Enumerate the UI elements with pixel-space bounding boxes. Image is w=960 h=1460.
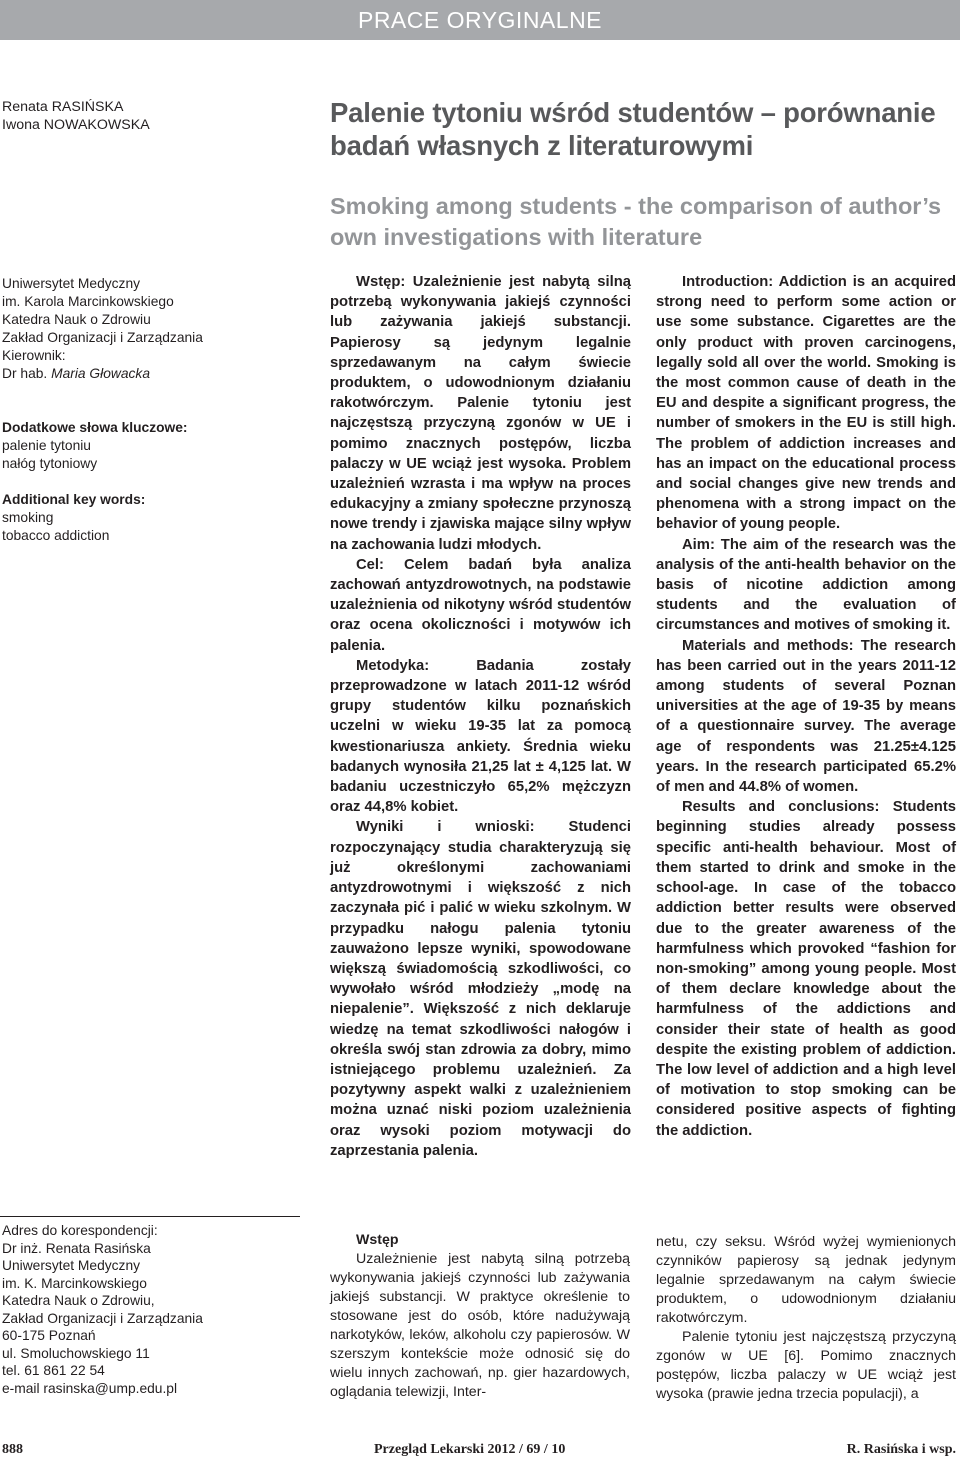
keyword: palenie tytoniu: [2, 438, 91, 453]
author-name: Renata RASIŃSKA: [2, 99, 124, 115]
correspondence-heading: Adres do korespondencji:: [2, 1223, 158, 1238]
author-list: [2, 98, 150, 134]
address-line: tel. 61 861 22 54: [2, 1363, 105, 1378]
subtitle-line: Smoking among students - the comparison of author’s: [330, 193, 942, 219]
abstract-paragraph: Wstęp: Uzależnienie jest nabytą silną potrzebą wykonywania jakiejś czynności lub zażywania jakiejś substancji. Papierosy są jedynym legalnie sprzedawanym na całym świecie produktem, o udowodnionym działaniu rakotwórczym. Palenie tytoniu jest najczęstszą przyczyną zgonów w UE i pomimo znacznych postępów, liczba palaczy w UE wciąż jest wysoka. Problem uzależnień wzrasta i ma wpływ na proces edukacyjny a zmiany społeczne przynoszą nowe trendy i zjawiska mające silny wpływ na zachowania ludzi młodych.: [330, 274, 631, 553]
section-banner: [0, 0, 960, 40]
keyword: tobacco addiction: [2, 528, 110, 543]
divider: [0, 1216, 300, 1217]
author-name: Iwona NOWAKOWSKA: [2, 117, 150, 133]
head-name: Maria Głowacka: [51, 366, 150, 381]
affiliation-line: im. Karola Marcinkowskiego: [2, 294, 174, 309]
title-line: Palenie tytoniu wśród studentów – porównanie: [330, 97, 936, 128]
abstract-english: [656, 272, 956, 1141]
body-paragraph: Palenie tytoniu jest najczęstszą przyczyną zgonów w UE [6]. Pomimo znacznych postępów, liczba palaczy w UE wciąż jest wysoka (prawie jedna trzecia populacji), a: [656, 1329, 956, 1402]
article-title-english: [330, 191, 960, 253]
abstract-paragraph: Aim: The aim of the research was the analysis of the anti-health behavior on the basis of nicotine addiction among students and the evaluation of circumstances and motives of smoking it.: [656, 536, 956, 634]
body-paragraph: netu, czy seksu. Wśród wyżej wymienionych czynników papierosy są jednak jedynym legalnie sprzedawanym na całym świecie produktem, o udowodnionym działaniu rakotwórczym.: [656, 1234, 956, 1326]
section-label: PRACE ORYGINALNE: [357, 6, 603, 33]
email-line: e-mail rasinska@ump.edu.pl: [2, 1380, 178, 1396]
section-heading: Wstęp: [356, 1232, 399, 1248]
keywords-pl-heading: Dodatkowe słowa kluczowe:: [2, 420, 188, 435]
address-line: Uniwersytet Medyczny: [2, 1258, 141, 1273]
address-line: Zakład Organizacji i Zarządzania: [2, 1310, 203, 1326]
body-column-left: [330, 1231, 630, 1402]
affiliation-line: Kierownik:: [2, 348, 66, 363]
page-number: 888: [2, 1442, 23, 1457]
body-paragraph: Uzależnienie jest nabytą silną potrzebą wykonywania jakiejś czynności lub zażywania jakiejś substancji. W praktyce określenie to stosowane jest do osób, które nadużywają narkotyków, leków, alkoholu czy papierosów. W szerszym kontekście może odnosić się do wielu innych zachowań, np. gier hazardowych, oglądania telewizji, Inter-: [330, 1251, 630, 1400]
address-line: Katedra Nauk o Zdrowiu,: [2, 1293, 155, 1308]
affiliation-line: Zakład Organizacji i Zarządzania: [2, 330, 203, 345]
abstract-paragraph: Metodyka: Badania zostały przeprowadzone w latach 2011-12 wśród grupy studentów kilku poznańskich uczelni w wieku 19-35 lat za pomocą kwestionariusza ankiety. Średnia wieku badanych wynosiła 21,25 lat ± 4,125 lat. W badaniu uczestniczyło 65,2% mężczyzn oraz 44,8% kobiet.: [330, 657, 631, 816]
running-author: R. Rasińska i wsp.: [846, 1442, 956, 1457]
affiliation-line: Uniwersytet Medyczny: [2, 276, 141, 291]
abstract-paragraph: Wyniki i wnioski: Studenci rozpoczynający studia charakteryzują się już określonymi zachowaniami antyzdrowotnymi i większość z nich zaczynała pić i palić w wieku szkolnym. W przypadku nałogu palenia tytoniu zauważono lepsze wyniki, spowodowane większą świadomością szkodliwości, co wywołało wśród młodzieży „modę na niepalenie”. Większość z nich deklaruje wiedzę na temat szkodliwości nałogów i określa swój stan zdrowia za dobry, mimo istniejącego problemu uzależnień. Za pozytywny aspekt walki z uzależnieniem można uznać niski poziom uzależnienia oraz wysoki poziom motywacji do zaprzestania palenia.: [330, 819, 631, 1159]
keyword: nałóg tytoniowy: [2, 456, 98, 471]
journal-citation: Przegląd Lekarski 2012 / 69 / 10: [374, 1442, 566, 1457]
subtitle-line: own investigations with literature: [330, 224, 703, 250]
abstract-paragraph: Cel: Celem badań była analiza zachowań antyzdrowotnych, na podstawie uzależnienia od nikotyny wśród studentów oraz ocena okoliczności i motywów ich palenia.: [330, 556, 631, 654]
abstract-paragraph: Introduction: Addiction is an acquired strong need to perform some action or use some substance. Cigarettes are the only product with proven carcinogens, legally sold all over the world. Smoking is the most common cause of death in the EU and despite a significant progress, the number of smokers in the EU is still high. The problem of addiction increases and has an impact on the educational process and social changes give new trends and phenomena with a strong impact on the behavior of young people.: [656, 274, 956, 533]
department-head: [2, 365, 320, 383]
address-line: im. K. Marcinkowskiego: [2, 1275, 147, 1291]
address-line: Dr inż. Renata Rasińska: [2, 1240, 151, 1256]
sidebar-info: [2, 275, 320, 545]
address-line: 60-175 Poznań: [2, 1328, 96, 1343]
abstract-polish: [330, 272, 631, 1161]
article-title: [330, 96, 958, 162]
keywords-en-heading: Additional key words:: [2, 492, 146, 507]
correspondence-address: [2, 1222, 320, 1397]
keyword: smoking: [2, 510, 54, 525]
head-title: Dr hab.: [2, 366, 52, 381]
address-line: ul. Smoluchowskiego 11: [2, 1345, 150, 1361]
affiliation-line: Katedra Nauk o Zdrowiu: [2, 312, 151, 327]
abstract-paragraph: Materials and methods: The research has been carried out in the years 2011-12 among students of several Poznan universities at the age of 19-35 by means of a questionnaire survey. The average age of respondents was 21.25±4.125 years. In the research participated 65.2% of men and 44.8% of women.: [656, 637, 956, 796]
abstract-paragraph: Results and conclusions: Students beginning studies already possess specific anti-health behaviour. Most of them started to drink and smoke in the school-age. In case of the tobacco addiction better results were observed due to the greater awareness of the harmfulness which provoked “fashion for non-smoking” among young people. Most of them declare knowledge about the harmfulness of the addictions and consider their state of health as good despite the existing problem of addiction. The low level of addiction and a high level of motivation to stop smoking can be considered positive aspects of fighting the addiction.: [656, 799, 956, 1139]
body-column-right: [656, 1233, 956, 1404]
title-line: badań własnych z literaturowymi: [330, 130, 754, 161]
